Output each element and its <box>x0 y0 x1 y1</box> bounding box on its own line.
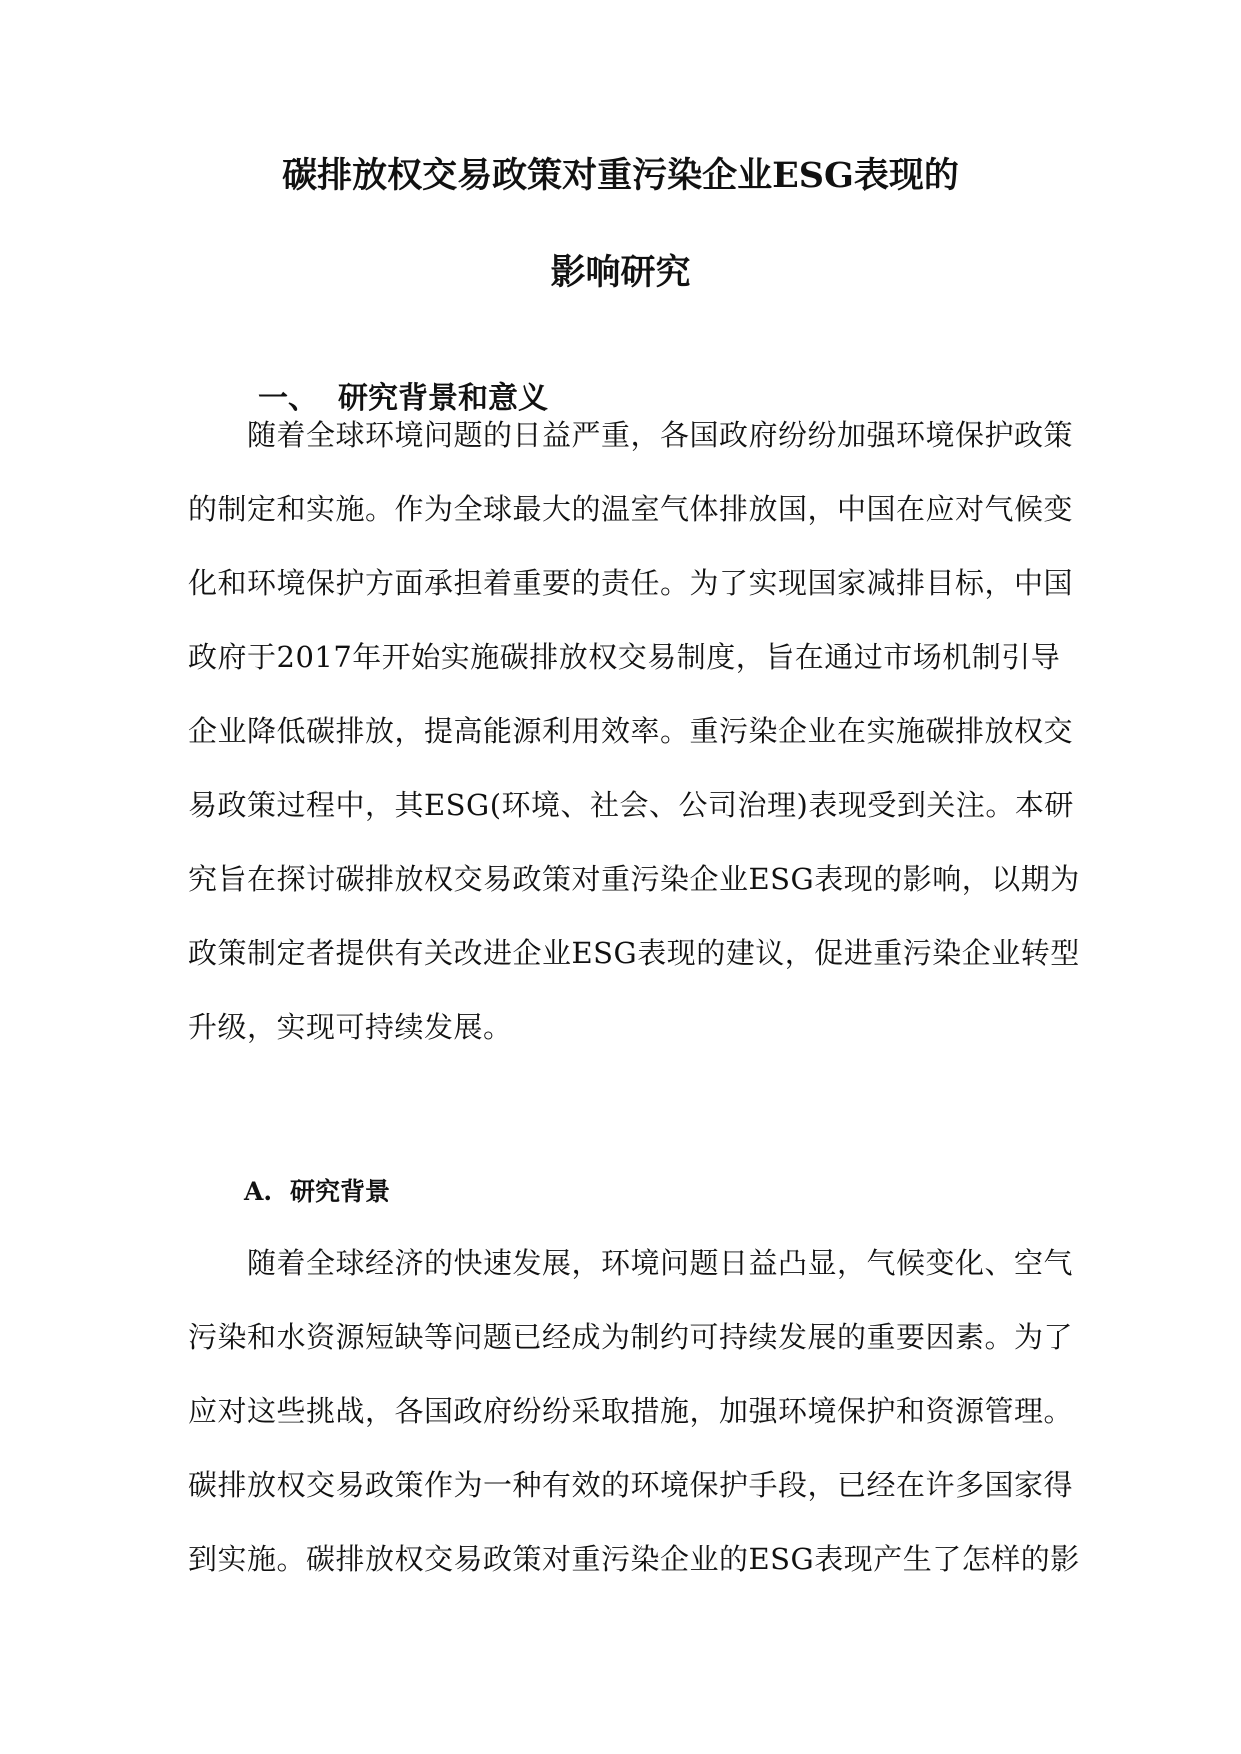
section-heading-1 <box>258 380 548 418</box>
paragraph-line: 随着全球经济的快速发展，环境问题日益凸显，气候变化、空气 <box>188 1246 1074 1280</box>
subsection-heading-a <box>244 1176 390 1208</box>
paragraph-line: 究旨在探讨碳排放权交易政策对重污染企业ESG表现的影响，以期为 <box>188 862 1080 896</box>
section-heading-text: 研究背景和意义 <box>338 381 548 416</box>
paragraph-line: 随着全球环境问题的日益严重，各国政府纷纷加强环境保护政策 <box>188 418 1074 452</box>
paragraph-line: 政府于2017年开始实施碳排放权交易制度，旨在通过市场机制引导 <box>188 640 1061 674</box>
paragraph-line: 化和环境保护方面承担着重要的责任。为了实现国家减排目标，中国 <box>188 566 1074 600</box>
paragraph-line: 的制定和实施。作为全球最大的温室气体排放国，中国在应对气候变 <box>188 492 1074 526</box>
paragraph-line: 应对这些挑战，各国政府纷纷采取措施，加强环境保护和资源管理。 <box>188 1394 1074 1428</box>
paragraph-line: 污染和水资源短缺等问题已经成为制约可持续发展的重要因素。为了 <box>188 1320 1074 1354</box>
subsection-number: A. <box>244 1177 273 1206</box>
subsection-heading-text: 研究背景 <box>290 1177 391 1206</box>
document-title-line-2: 影响研究 <box>550 252 691 293</box>
paragraph-line: 升级，实现可持续发展。 <box>188 1010 513 1044</box>
paragraph-line: 企业降低碳排放，提高能源利用效率。重污染企业在实施碳排放权交 <box>188 714 1074 748</box>
paragraph-line: 政策制定者提供有关改进企业ESG表现的建议，促进重污染企业转型 <box>188 936 1080 970</box>
paragraph-line: 到实施。碳排放权交易政策对重污染企业的ESG表现产生了怎样的影 <box>188 1542 1080 1576</box>
section-number: 一、 <box>258 381 318 416</box>
document-title-line-1: 碳排放权交易政策对重污染企业ESG表现的 <box>282 155 959 196</box>
paragraph-line: 碳排放权交易政策作为一种有效的环境保护手段，已经在许多国家得 <box>188 1468 1074 1502</box>
paragraph-line: 易政策过程中，其ESG(环境、社会、公司治理)表现受到关注。本研 <box>188 788 1074 822</box>
